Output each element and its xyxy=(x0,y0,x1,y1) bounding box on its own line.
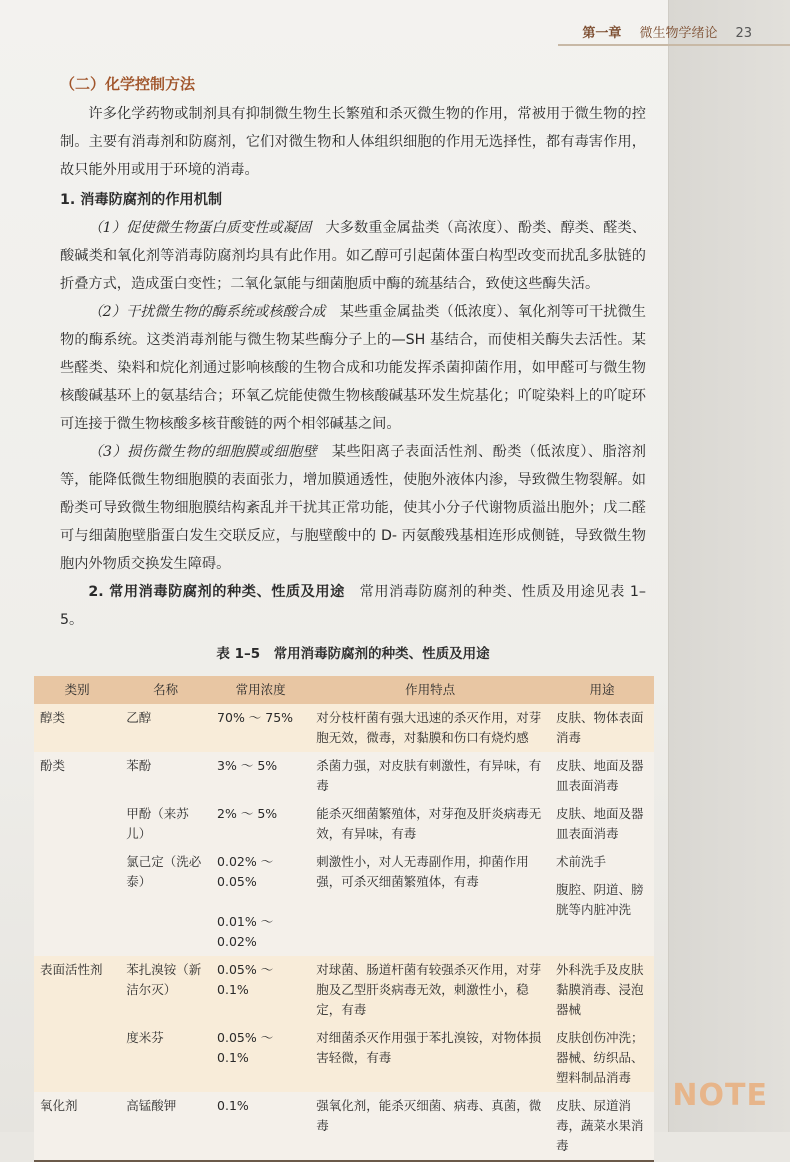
cell-category: 氧化剂 xyxy=(34,1092,120,1160)
cell-category: 表面活性剂 xyxy=(34,956,120,1024)
cell-features: 杀菌力强，对皮肤有刺激性，有异味，有毒 xyxy=(310,752,550,800)
cell-concentration: 0.05% ～ 0.1% xyxy=(211,956,310,1024)
table-row xyxy=(34,752,654,800)
header-name: 名称 xyxy=(120,676,211,704)
cell-use xyxy=(550,848,654,956)
cell-name: 苯扎溴铵（新洁尔灭） xyxy=(120,956,211,1024)
header-use: 用途 xyxy=(550,676,654,704)
cell-category xyxy=(34,800,120,848)
cell-name: 氯己定（洗必泰） xyxy=(120,848,211,956)
cell-features: 刺激性小，对人无毒副作用，抑菌作用强，可杀灭细菌繁殖体，有毒 xyxy=(310,848,550,956)
cell-use: 皮肤、地面及器皿表面消毒 xyxy=(550,800,654,848)
table-row xyxy=(34,956,654,1024)
cell-name: 甲酚（来苏儿） xyxy=(120,800,211,848)
cell-use: 皮肤、物体表面消毒 xyxy=(550,704,654,752)
cell-concentration: 70% ～ 75% xyxy=(211,704,310,752)
cell-features: 强氧化剂，能杀灭细菌、病毒、真菌，微毒 xyxy=(310,1092,550,1160)
page-number: 23 xyxy=(735,26,752,41)
cell-concentration xyxy=(211,848,310,956)
cell-name: 度米芬 xyxy=(120,1024,211,1092)
mechanism-paragraph-3 xyxy=(60,438,646,578)
concentration-secondary: 0.01% ～ 0.02% xyxy=(217,914,274,949)
page-content xyxy=(40,70,646,1162)
cell-use: 皮肤、地面及器皿表面消毒 xyxy=(550,752,654,800)
header-concentration: 常用浓度 xyxy=(211,676,310,704)
cell-use: 皮肤创伤冲洗；器械、纺织品、塑料制品消毒 xyxy=(550,1024,654,1092)
table-row xyxy=(34,1024,654,1092)
header-category: 类别 xyxy=(34,676,120,704)
mechanism-text-2: 某些重金属盐类（低浓度）、氧化剂等可干扰微生物的酶系统。这类消毒剂能与微生物某些酶分子上的—SH 基结合，而使相关酶失去活性。某些醛类、染料和烷化剂通过影响核酸的生物合成和功能发挥杀菌抑菌作用，如甲醛可与微生物核酸碱基环上的氨基结合；环氧乙烷能使微生物核酸碱基环发生烷基化；吖啶染料上的吖啶环可连接于微生物核酸多核苷酸链的两个相邻碱基之间。 xyxy=(60,304,646,432)
mechanism-paragraph-2 xyxy=(60,298,646,438)
mechanism-lead-2: （2）干扰微生物的酶系统或核酸合成 xyxy=(88,304,326,320)
cell-features: 对球菌、肠道杆菌有较强杀灭作用，对芽胞及乙型肝炎病毒无效，刺激性小，稳定，有毒 xyxy=(310,956,550,1024)
mechanism-lead-1: （1）促使微生物蛋白质变性或凝固 xyxy=(88,220,312,236)
subsection-heading-2: 2. 常用消毒防腐剂的种类、性质及用途 xyxy=(88,584,345,600)
table-row xyxy=(34,800,654,848)
mechanism-paragraph-1 xyxy=(60,214,646,298)
section-heading: （二）化学控制方法 xyxy=(60,75,196,93)
subsection-2-paragraph xyxy=(60,578,646,634)
cell-concentration: 3% ～ 5% xyxy=(211,752,310,800)
table-header-row xyxy=(34,676,654,704)
section-intro: 许多化学药物或制剂具有抑制微生物生长繁殖和杀灭微生物的作用，常被用于微生物的控制。主要有消毒剂和防腐剂，它们对微生物和人体组织细胞的作用无选择性，都有毒害作用，故只能外用或用于环境的消毒。 xyxy=(60,106,646,178)
header-features: 作用特点 xyxy=(310,676,550,704)
use-secondary: 腹腔、阴道、膀胱等内脏冲洗 xyxy=(556,882,644,917)
cell-category xyxy=(34,1024,120,1092)
page-margin xyxy=(668,0,790,1132)
mechanism-lead-3: （3）损伤微生物的细胞膜或细胞壁 xyxy=(88,444,318,460)
table-row xyxy=(34,704,654,752)
cell-category: 酚类 xyxy=(34,752,120,800)
cell-concentration: 0.1% xyxy=(211,1092,310,1160)
concentration-primary: 0.02% ～ 0.05% xyxy=(217,854,274,889)
cell-features: 对细菌杀灭作用强于苯扎溴铵，对物体损害轻微，有毒 xyxy=(310,1024,550,1092)
table-row xyxy=(34,1092,654,1160)
cell-use: 皮肤、尿道消毒，蔬菜水果消毒 xyxy=(550,1092,654,1160)
chapter-label: 第一章 xyxy=(582,26,622,41)
disinfectant-table xyxy=(34,676,654,1160)
subsection-heading-1: 1. 消毒防腐剂的作用机制 xyxy=(60,192,223,208)
cell-concentration: 2% ～ 5% xyxy=(211,800,310,848)
cell-name: 高锰酸钾 xyxy=(120,1092,211,1160)
use-primary: 术前洗手 xyxy=(556,854,607,869)
cell-category: 醇类 xyxy=(34,704,120,752)
mechanism-text-3: 某些阳离子表面活性剂、酚类（低浓度）、脂溶剂等，能降低微生物细胞膜的表面张力，增加膜通透性，使胞外液体内渗，导致微生物裂解。如酚类可导致微生物细胞膜结构紊乱并干扰其正常功能，使其小分子代谢物质溢出胞外；戊二醛可与细菌胞壁脂蛋白发生交联反应，与胞壁酸中的 D- 丙氨酸残基相连形成侧链，导致微生物胞内外物质交换发生障碍。 xyxy=(60,444,646,572)
cell-category xyxy=(34,848,120,956)
cell-name: 苯酚 xyxy=(120,752,211,800)
cell-concentration: 0.05% ～ 0.1% xyxy=(211,1024,310,1092)
cell-name: 乙醇 xyxy=(120,704,211,752)
cell-features: 能杀灭细菌繁殖体，对芽孢及肝炎病毒无效，有异味，有毒 xyxy=(310,800,550,848)
cell-features: 对分枝杆菌有强大迅速的杀灭作用，对芽胞无效，微毒，对黏膜和伤口有烧灼感 xyxy=(310,704,550,752)
cell-use: 外科洗手及皮肤黏膜消毒、浸泡器械 xyxy=(550,956,654,1024)
table-row xyxy=(34,848,654,956)
subsection-2-text: 常用消毒防腐剂的种类、性质及用途见表 1–5。 xyxy=(60,584,646,628)
running-header xyxy=(582,22,752,41)
chapter-title: 微生物学绪论 xyxy=(639,26,718,41)
table-caption: 表 1–5 常用消毒防腐剂的种类、性质及用途 xyxy=(216,646,490,662)
header-rule xyxy=(558,44,790,46)
mechanism-text-1: 大多数重金属盐类（高浓度）、酚类、醇类、醛类、酸碱类和氧化剂等消毒防腐剂均具有此作用。如乙醇可引起菌体蛋白构型改变而扰乱多肽链的折叠方式，造成蛋白变性；二氧化氯能与细菌胞质中酶的巯基结合，致使这些酶失活。 xyxy=(60,220,646,292)
note-label: NOTE xyxy=(672,1078,768,1113)
